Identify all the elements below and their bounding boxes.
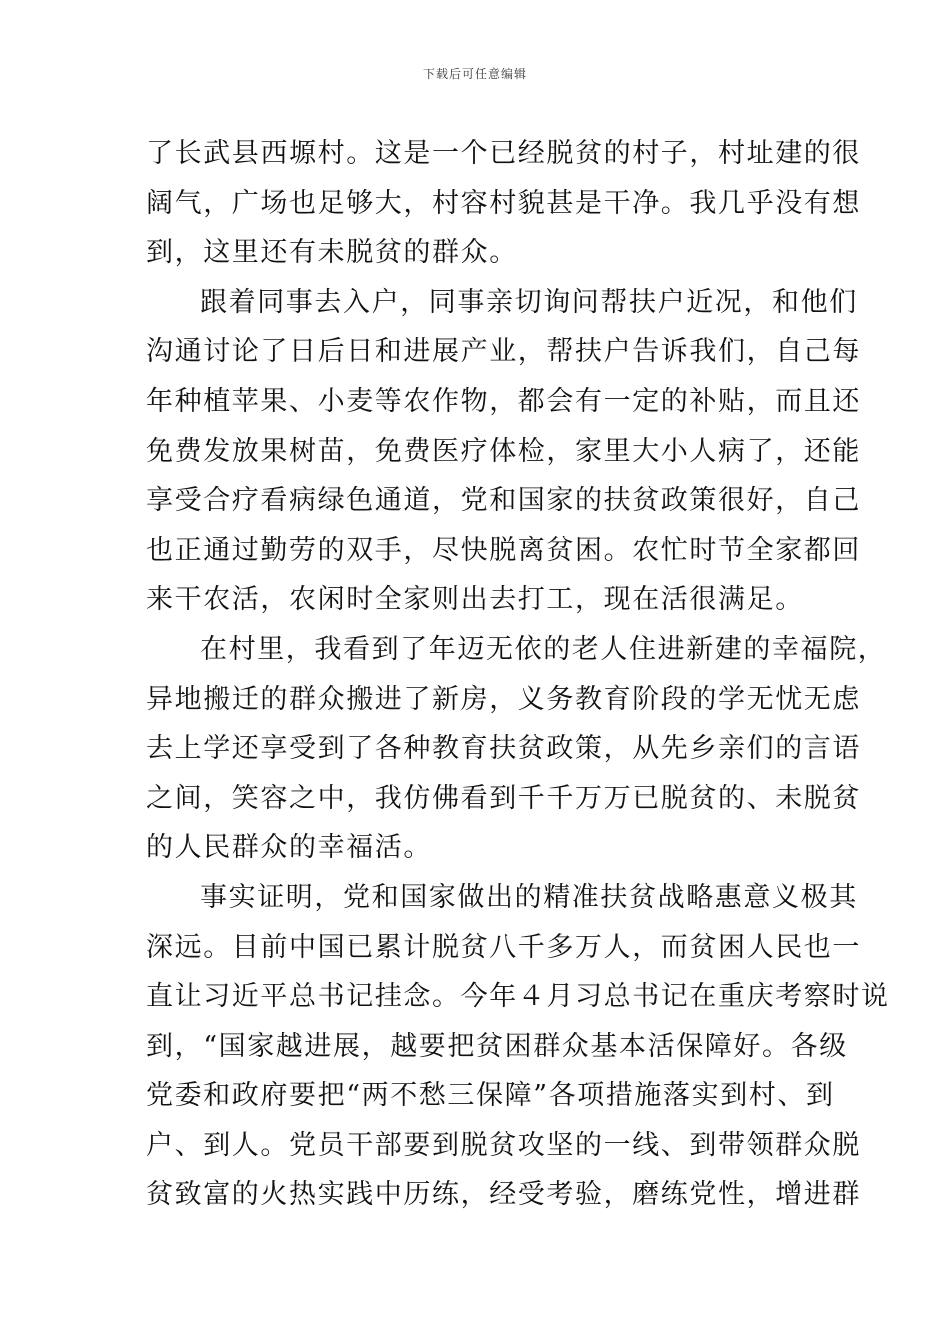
text-line: 深远。目前中国已累计脱贫八千多万人，而贫困人民也一 (146, 931, 861, 963)
text-line: 事实证明，党和国家做出的精准扶贫战略惠意义极其 (200, 881, 858, 913)
text-line: 来干农活，农闲时全家则出去打工，现在活很满足。 (146, 584, 804, 616)
text-line: 年种植苹果、小麦等农作物，都会有一定的补贴，而且还 (146, 385, 861, 417)
text-line: 户、到人。党员干部要到脱贫攻坚的一线、到带领群众脱 (146, 1129, 861, 1161)
text-line: 到，“国家越进展，越要把贫困群众基本活保障好。各级 (146, 1030, 848, 1062)
text-line: 跟着同事去入户，同事亲切询问帮扶户近况，和他们 (200, 286, 858, 318)
text-line: 异地搬迁的群众搬进了新房，义务教育阶段的学无忧无虑 (146, 683, 861, 715)
text-line: 的人民群众的幸福活。 (146, 832, 432, 864)
text-line: 直让习近平总书记挂念。今年４月习总书记在重庆考察时说 (146, 981, 890, 1013)
text-line: 了长武县西塬村。这是一个已经脱贫的村子，村址建的很 (146, 138, 861, 169)
body-text (146, 129, 890, 1220)
text-line: 在村里，我看到了年迈无依的老人住进新建的幸福院， (200, 633, 887, 665)
text-line: 到，这里还有未脱贫的群众。 (146, 237, 518, 269)
page-header: 下载后可任意编辑 (422, 67, 527, 81)
text-line: 免费发放果树苗，免费医疗体检，家里大小人病了，还能 (146, 435, 861, 467)
text-line: 享受合疗看病绿色通道，党和国家的扶贫政策很好，自己 (146, 485, 861, 517)
text-line: 阔气，广场也足够大，村容村貌甚是干净。我几乎没有想 (146, 187, 861, 219)
text-line: 之间，笑容之中，我仿佛看到千千万万已脱贫的、未脱贫 (146, 782, 861, 814)
text-line: 党委和政府要把“两不愁三保障”各项措施落实到村、到 (146, 1080, 835, 1112)
text-line: 沟通讨论了日后日和进展产业，帮扶户告诉我们，自己每 (146, 336, 861, 368)
text-line: 也正通过勤劳的双手，尽快脱离贫困。农忙时节全家都回 (146, 534, 861, 566)
text-line: 去上学还享受到了各种教育扶贫政策，从先乡亲们的言语 (146, 733, 861, 765)
text-line: 贫致富的火热实践中历练，经受考验，磨练党性，增进群 (146, 1179, 861, 1211)
